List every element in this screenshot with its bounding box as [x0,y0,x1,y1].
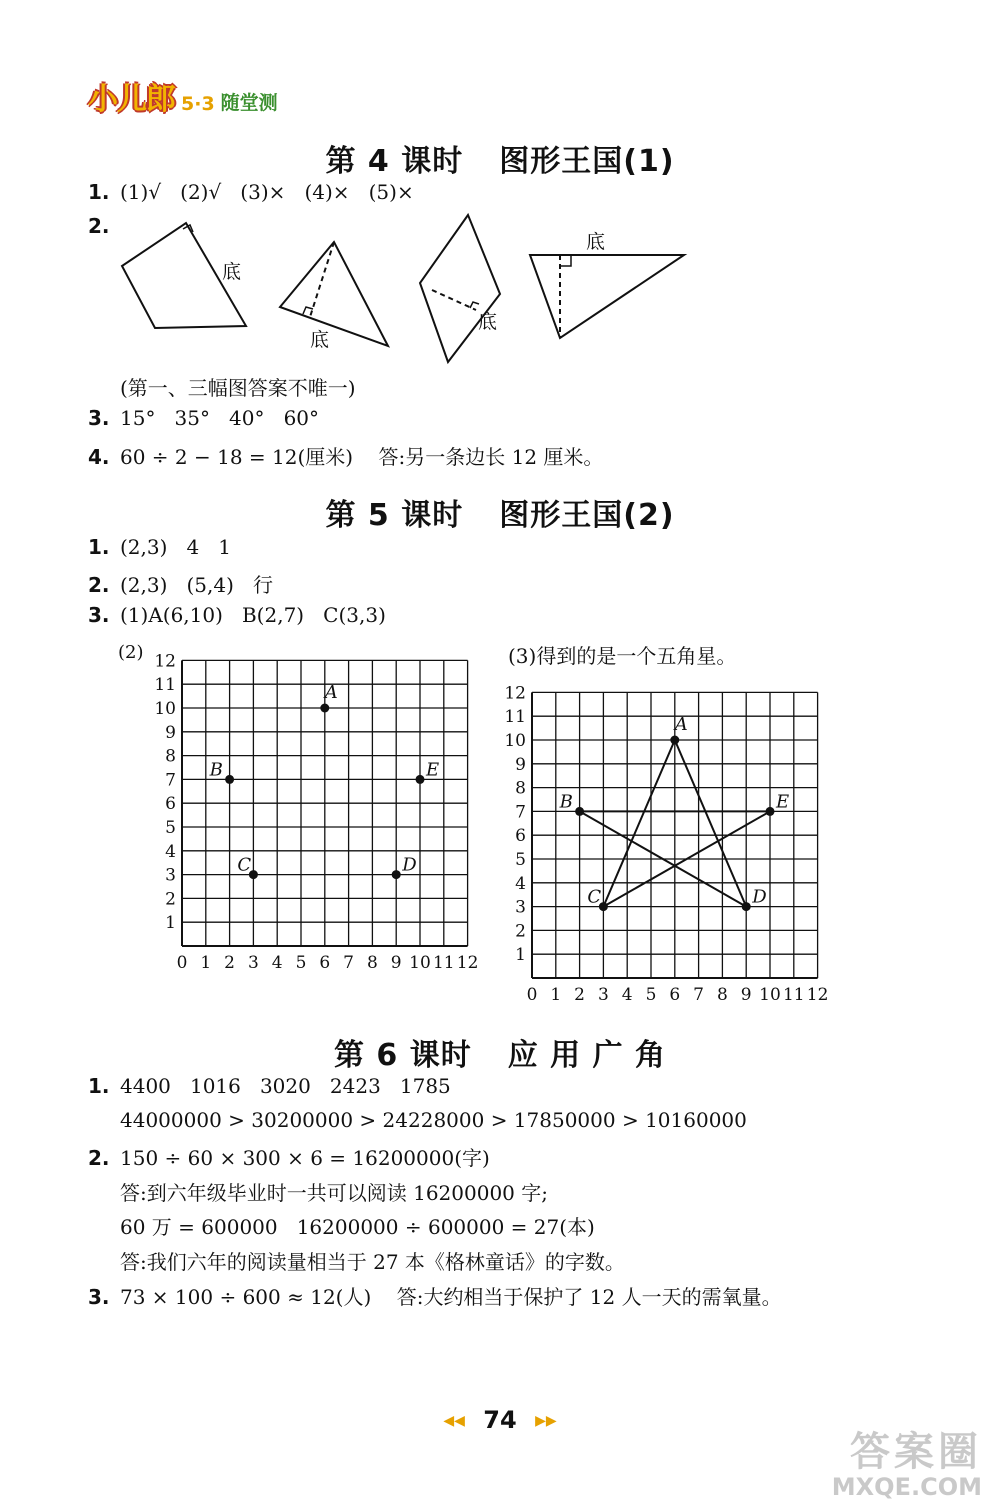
base-label: 底 [478,311,498,333]
point-label-E: E [426,759,440,781]
l6-q2 [88,1142,490,1171]
lesson4-title-num: 第 4 课时 [325,144,464,179]
page-number: 74 [483,1406,517,1434]
point-B [225,775,234,784]
x-tick-label: 9 [740,985,752,1005]
l5-q3-part3-text: (3)得到的是一个五角星。 [508,644,737,668]
y-tick-label: 4 [165,841,176,862]
l4-q3 [88,406,319,430]
y-tick-label: 7 [515,802,526,823]
watermark [832,1420,982,1501]
y-tick-label: 3 [515,897,526,918]
height-line [310,242,334,317]
x-tick-label: 4 [621,985,633,1005]
point-label-C: C [237,854,252,876]
x-tick-label: 7 [343,953,355,973]
point-label-B: B [559,791,573,813]
lesson6-title-name: 应 用 广 角 [507,1038,667,1073]
y-tick-label: 1 [515,945,526,966]
base-label: 底 [586,231,606,253]
logo-num-text: 5·3 [181,93,215,115]
y-tick-label: 10 [154,699,176,719]
figure-parallelogram [420,215,500,362]
right-angle-mark [470,302,479,308]
y-tick-label: 5 [515,850,526,870]
x-tick-label: 6 [669,985,681,1005]
x-tick-label: 12 [806,985,829,1005]
grid-lines [182,660,468,946]
y-tick-label: 2 [165,889,176,910]
l6-q1 [88,1074,451,1098]
lesson6-title-num: 第 6 课时 [333,1038,472,1073]
coordinate-grid-star [500,672,840,1012]
x-tick-label: 9 [390,953,402,973]
lesson6-title [0,1030,1000,1074]
height-line [432,290,476,310]
l6-q2-line3: 60 万 = 600000 16200000 ÷ 600000 = 27(本) [120,1215,595,1239]
l6-q1-line2: 44000000 > 30200000 > 24228000 > 17850000 > 10160000 [120,1108,747,1132]
x-tick-label: 1 [550,985,562,1005]
logo-main-text: 小儿郎 [88,82,175,117]
l5-q3 [88,603,386,627]
lesson4-title [0,136,1000,180]
question-number: 2. [88,214,110,238]
l4-q1 [88,180,414,204]
y-tick-label: 9 [165,722,176,743]
l6-q2-line2: 答:到六年级毕业时一共可以阅读 16200000 字; [120,1181,548,1205]
answer-text: (1)√ (2)√ (3)× (4)× (5)× [120,180,414,204]
answer-text: (2,3) (5,4) 行 [120,573,273,597]
publisher-logo [88,74,278,118]
x-tick-label: 4 [271,953,283,973]
x-tick-label: 6 [319,953,331,973]
base-label: 底 [310,329,330,351]
point-B [575,807,584,816]
point-label-B: B [209,759,223,781]
question-number: 3. [88,406,110,430]
question-number: 1. [88,180,110,204]
x-tick-label: 0 [176,953,188,973]
coordinate-grid-points [150,640,490,980]
point-label-A: A [674,714,688,735]
watermark-line1: 答案圈 [850,1429,982,1475]
question-number: 2. [88,573,110,597]
right-angle-mark [560,255,571,266]
x-tick-label: 0 [526,985,538,1005]
y-tick-label: 7 [165,770,176,791]
logo-test-text: 随堂测 [220,92,278,114]
question-number: 2. [88,1146,110,1170]
point-D [392,870,401,879]
question-number: 1. [88,535,110,559]
lesson4-title-name: 图形王国(1) [499,144,675,179]
grid-lines [532,692,818,978]
lesson5-title [0,490,1000,534]
l5-q2 [88,569,273,598]
y-tick-label: 10 [504,731,526,751]
point-label-C: C [587,886,602,908]
answer-text: 60 ÷ 2 − 18 = 12(厘米) 答:另一条边长 12 厘米。 [120,445,604,469]
question-number: 4. [88,445,110,469]
lesson5-title-num: 第 5 课时 [325,498,464,533]
y-tick-label: 8 [515,778,526,799]
point-label-D: D [752,886,767,908]
x-tick-label: 10 [409,953,431,973]
answer-text: (2,3) 4 1 [120,535,232,559]
height-figures [110,210,700,370]
x-tick-label: 2 [224,953,236,973]
x-tick-label: 11 [782,985,805,1005]
base-label: 底 [222,261,242,283]
x-tick-label: 2 [574,985,586,1005]
y-tick-label: 12 [504,683,526,704]
answer-text: (1)A(6,10) B(2,7) C(3,3) [120,603,386,627]
x-tick-label: 8 [716,985,728,1005]
y-tick-label: 6 [165,794,176,815]
y-tick-label: 5 [165,818,176,838]
point-D [742,902,751,911]
y-tick-label: 8 [165,746,176,767]
answer-text: 4400 1016 3020 2423 1785 [120,1074,451,1098]
point-E [766,807,775,816]
y-tick-label: 9 [515,754,526,775]
l5-q3-part2-label: (2) [118,642,144,663]
y-tick-label: 6 [515,826,526,847]
y-tick-label: 1 [165,913,176,934]
question-number: 1. [88,1074,110,1098]
x-tick-label: 5 [645,985,657,1005]
answer-text: 150 ÷ 60 × 300 × 6 = 16200000(字) [120,1146,490,1170]
answer-text: 15° 35° 40° 60° [120,406,320,430]
x-tick-label: 12 [456,953,479,973]
prev-arrow-icon: ◀◀ [443,1413,465,1429]
figure-triangle [280,242,388,346]
l4-q4 [88,441,603,470]
l6-q2-line4: 答:我们六年的阅读量相当于 27 本《格林童话》的字数。 [120,1250,625,1274]
x-tick-label: 7 [693,985,705,1005]
watermark-line2: MXQE.COM [831,1473,982,1501]
x-tick-label: 1 [200,953,212,973]
x-tick-label: 5 [295,953,307,973]
point-E [416,775,425,784]
y-tick-label: 3 [165,865,176,886]
point-A [320,704,329,713]
y-tick-label: 4 [515,873,526,894]
x-tick-label: 11 [432,953,455,973]
point-A [670,736,679,745]
y-tick-label: 12 [154,651,176,672]
lesson5-title-name: 图形王国(2) [499,498,675,533]
point-label-D: D [402,854,417,876]
next-arrow-icon: ▶▶ [535,1413,557,1429]
l6-q3 [88,1281,782,1310]
l5-q1 [88,535,231,559]
x-tick-label: 3 [247,953,259,973]
figure-right-triangle [530,255,684,338]
question-number: 3. [88,603,110,627]
point-label-E: E [776,791,790,813]
y-tick-label: 2 [515,921,526,942]
y-tick-label: 11 [154,675,176,696]
answer-text: 73 × 100 ÷ 600 ≈ 12(人) 答:大约相当于保护了 12 人一天的需氧量。 [120,1285,782,1309]
y-tick-label: 11 [504,707,526,728]
l4-q2-note: (第一、三幅图答案不唯一) [120,376,356,400]
x-tick-label: 3 [597,985,609,1005]
x-tick-label: 8 [366,953,378,973]
point-label-A: A [324,682,338,703]
question-number: 3. [88,1285,110,1309]
x-tick-label: 10 [759,985,781,1005]
